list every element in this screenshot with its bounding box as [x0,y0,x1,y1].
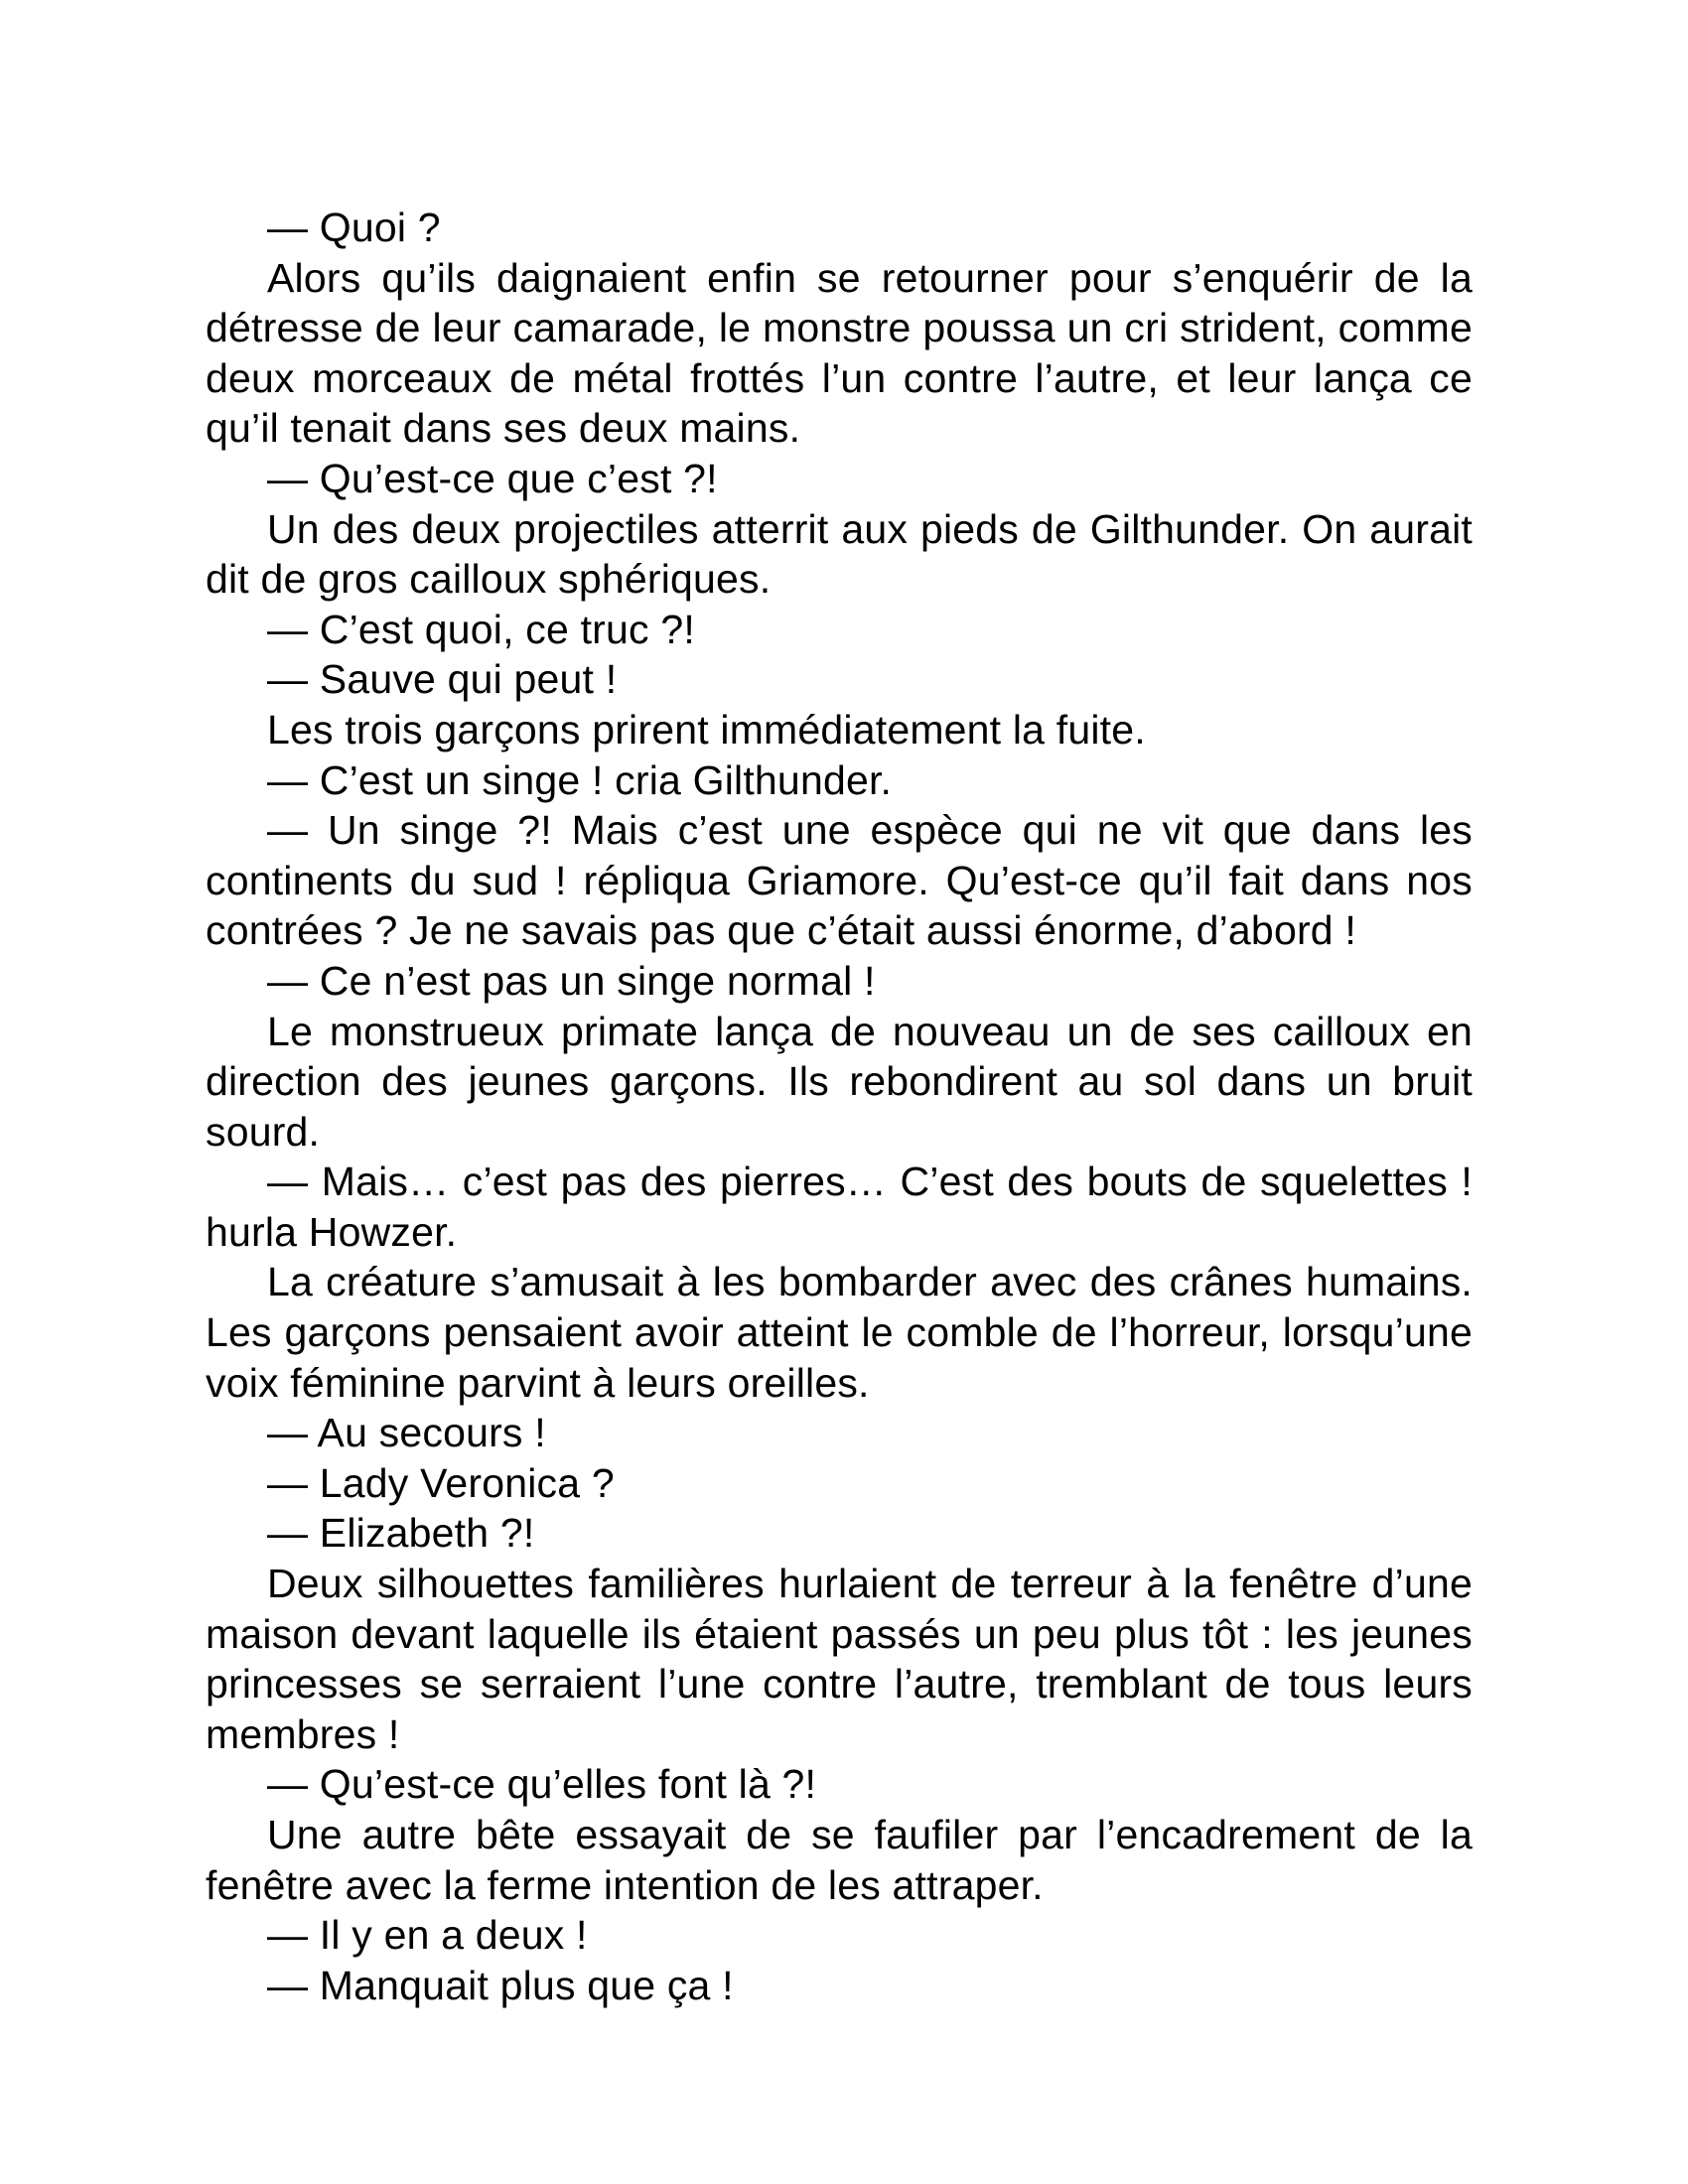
dialogue-line: — Mais… c’est pas des pierres… C’est des bouts de squelettes ! hurla Howzer. [206,1159,1473,1255]
paragraph: Un des deux projectiles atterrit aux pieds de Gilthunder. On aurait dit de gros cailloux sphériques. [206,505,1473,603]
paragraph: Deux silhouettes familières hurlaient de terreur à la fenêtre d’une maison devant laquelle ils étaient passés un peu plus tôt : les jeunes princesses se serraient l’une contre l’autre, tremblant de tous leurs membres ! [206,1561,1473,1757]
dialogue-line: — Il y en a deux ! [267,1912,588,1959]
dialogue-line: — Qu’est-ce qu’elles font là ?! [267,1761,817,1808]
paragraph: Alors qu’ils daignaient enfin se retourner pour s’enquérir de la détresse de leur camarade, le monstre poussa un cri strident, comme deux morceaux de métal frottés l’un contre l’autre, et leur lança ce qu’il tenait dans ses deux mains. [206,254,1473,452]
dialogue-line: — Qu’est-ce que c’est ?! [267,455,718,501]
dialogue-line: — Sauve qui peut ! [267,656,618,703]
dialogue-line: — C’est quoi, ce truc ?! [267,606,695,652]
paragraph: La créature s’amusait à les bombarder avec des crânes humains. Les garçons pensaient avoir atteint le comble de l’horreur, lorsqu’une voix féminine parvint à leurs oreilles. [206,1259,1473,1406]
dialogue-line: — Ce n’est pas un singe normal ! [267,957,876,1004]
dialogue-line: — Lady Veronica ? [267,1459,615,1506]
dialogue-line: — Manquait plus que ça ! [267,1962,734,2008]
paragraph: Une autre bête essayait de se faufiler par l’encadrement de la fenêtre avec la ferme intention de les attraper. [206,1812,1473,1908]
dialogue-line: — C’est un singe ! cria Gilthunder. [267,756,893,803]
text-block [206,203,1473,2010]
paragraph: Le monstrueux primate lança de nouveau un de ses cailloux en direction des jeunes garçons. Ils rebondirent au sol dans un bruit sourd. [206,1008,1473,1155]
dialogue-line: — Un singe ?! Mais c’est une espèce qui ne vit que dans les continents du sud ! répliqua Griamore. Qu’est-ce qu’il fait dans nos contrées ? Je ne savais pas que c’était aussi énorme, d’abord ! [206,807,1473,954]
dialogue-line: — Elizabeth ?! [267,1510,535,1557]
dialogue-line: — Quoi ? [267,205,441,250]
dialogue-line: — Au secours ! [267,1410,546,1456]
paragraph: Les trois garçons prirent immédiatement la fuite. [267,706,1146,752]
